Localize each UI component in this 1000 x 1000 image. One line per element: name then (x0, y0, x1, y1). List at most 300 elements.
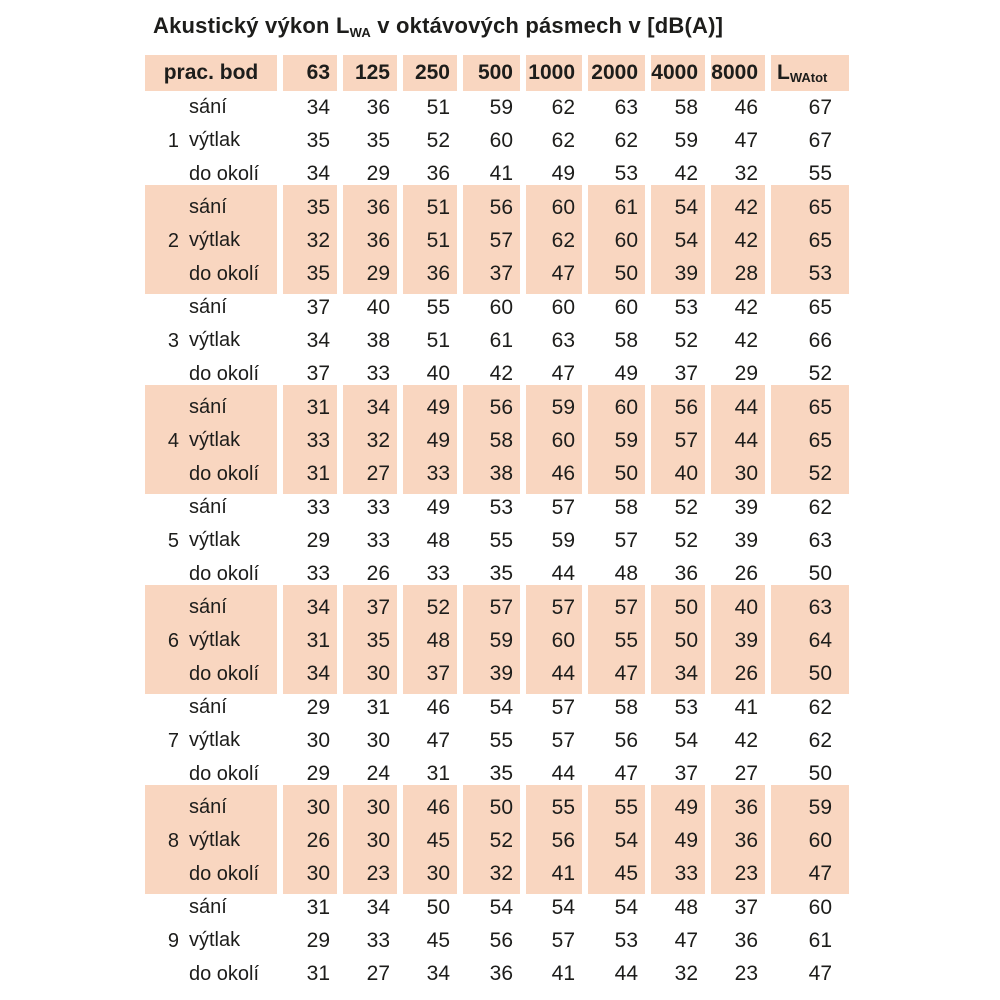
value: 67 (808, 128, 832, 152)
value: 55 (489, 728, 513, 752)
value: 45 (426, 828, 450, 852)
value: 50 (808, 762, 832, 786)
table-group-9 (145, 891, 1000, 991)
value: 47 (808, 962, 832, 986)
value: 47 (734, 128, 758, 152)
value-cell (526, 791, 582, 891)
group-number: 3 (167, 329, 179, 352)
value: 49 (426, 395, 450, 419)
row-header-cell (145, 291, 277, 391)
value-cell (463, 791, 520, 891)
value: 56 (489, 928, 513, 952)
row-label-sani: sání (189, 596, 227, 619)
value: 42 (734, 195, 758, 219)
total-value-cell (771, 591, 849, 691)
value: 59 (489, 95, 513, 119)
value: 50 (426, 895, 450, 919)
value-cell (588, 291, 645, 391)
group-number: 8 (167, 829, 179, 852)
value-cell (283, 691, 337, 791)
value: 53 (614, 928, 638, 952)
value: 51 (426, 195, 450, 219)
value: 24 (366, 762, 390, 786)
value: 26 (366, 562, 390, 586)
value: 39 (489, 662, 513, 686)
value: 54 (489, 895, 513, 919)
value-cell (651, 791, 705, 891)
value: 28 (734, 262, 758, 286)
value: 29 (306, 695, 330, 719)
value-cell (463, 91, 520, 191)
value: 29 (306, 528, 330, 552)
value-cell (651, 891, 705, 991)
value: 54 (489, 695, 513, 719)
value: 29 (366, 162, 390, 186)
value: 57 (674, 428, 698, 452)
value: 52 (674, 528, 698, 552)
value: 33 (366, 495, 390, 519)
value: 42 (734, 728, 758, 752)
value: 47 (614, 662, 638, 686)
value-cell (711, 691, 765, 791)
value-cell (343, 491, 397, 591)
value: 57 (551, 495, 575, 519)
value: 30 (366, 795, 390, 819)
value: 37 (674, 362, 698, 386)
value: 63 (614, 95, 638, 119)
value-cell (403, 591, 457, 691)
value-cell (283, 491, 337, 591)
value: 36 (426, 262, 450, 286)
row-label-sani: sání (189, 96, 227, 119)
value-cell (588, 491, 645, 591)
value: 50 (808, 562, 832, 586)
column-header-1000: 1000 (526, 55, 582, 91)
value: 62 (551, 128, 575, 152)
row-label-vytlak: výtlak (189, 229, 241, 252)
value: 60 (489, 128, 513, 152)
value: 37 (306, 362, 330, 386)
value-cell (651, 291, 705, 391)
group-number: 6 (167, 629, 179, 652)
value-cell (283, 291, 337, 391)
value: 36 (734, 795, 758, 819)
value-cell (651, 91, 705, 191)
value: 30 (366, 828, 390, 852)
value: 62 (808, 695, 832, 719)
value-cell (588, 391, 645, 491)
value: 62 (808, 728, 832, 752)
value-cell (651, 391, 705, 491)
value: 65 (808, 195, 832, 219)
value: 57 (551, 595, 575, 619)
value-cell (526, 291, 582, 391)
value: 52 (426, 128, 450, 152)
value: 67 (808, 95, 832, 119)
value: 59 (808, 795, 832, 819)
value: 60 (551, 195, 575, 219)
page-title (153, 14, 1000, 41)
lwatot-subscript: WAtot (789, 69, 828, 85)
value: 57 (551, 728, 575, 752)
row-label-do-okoli: do okolí (189, 262, 260, 285)
value: 48 (426, 628, 450, 652)
value: 26 (306, 828, 330, 852)
value-cell (463, 891, 520, 991)
value: 52 (489, 828, 513, 852)
value: 47 (551, 362, 575, 386)
table-group-3 (145, 291, 1000, 391)
value: 45 (614, 862, 638, 886)
value: 52 (808, 462, 832, 486)
value: 23 (734, 862, 758, 886)
value: 49 (674, 795, 698, 819)
value: 54 (614, 828, 638, 852)
value: 59 (614, 428, 638, 452)
value: 56 (614, 728, 638, 752)
value: 49 (426, 428, 450, 452)
value: 36 (426, 162, 450, 186)
table-body (145, 91, 1000, 991)
value: 62 (808, 495, 832, 519)
value: 23 (366, 862, 390, 886)
row-label-sani: sání (189, 296, 227, 319)
row-label-vytlak: výtlak (189, 929, 241, 952)
value: 38 (489, 462, 513, 486)
value: 37 (306, 295, 330, 319)
value-cell (711, 591, 765, 691)
row-label-do-okoli: do okolí (189, 662, 260, 685)
value: 29 (366, 262, 390, 286)
value: 56 (489, 395, 513, 419)
value: 59 (551, 528, 575, 552)
row-label-do-okoli: do okolí (189, 462, 260, 485)
value: 40 (426, 362, 450, 386)
value: 35 (306, 195, 330, 219)
value: 27 (734, 762, 758, 786)
value: 27 (366, 962, 390, 986)
value: 55 (551, 795, 575, 819)
value: 46 (426, 695, 450, 719)
value: 50 (674, 628, 698, 652)
value: 61 (489, 328, 513, 352)
value: 54 (551, 895, 575, 919)
value: 52 (426, 595, 450, 619)
value: 27 (366, 462, 390, 486)
row-label-do-okoli: do okolí (189, 962, 260, 985)
column-header-2000: 2000 (588, 55, 645, 91)
value: 46 (426, 795, 450, 819)
value: 62 (614, 128, 638, 152)
value-cell (283, 891, 337, 991)
value: 44 (734, 428, 758, 452)
row-label-sani: sání (189, 396, 227, 419)
row-label-sani: sání (189, 496, 227, 519)
value-cell (283, 91, 337, 191)
value: 34 (426, 962, 450, 986)
value: 60 (551, 628, 575, 652)
row-label-vytlak: výtlak (189, 329, 241, 352)
value: 32 (734, 162, 758, 186)
row-header-cell (145, 391, 277, 491)
value: 39 (734, 528, 758, 552)
value: 32 (674, 962, 698, 986)
value: 63 (551, 328, 575, 352)
value: 33 (366, 928, 390, 952)
table-group-5 (145, 491, 1000, 591)
table-group-7 (145, 691, 1000, 791)
value-cell (711, 491, 765, 591)
value-cell (283, 591, 337, 691)
value: 30 (306, 795, 330, 819)
value: 40 (366, 295, 390, 319)
value-cell (343, 591, 397, 691)
value: 33 (426, 462, 450, 486)
value: 39 (734, 628, 758, 652)
value-cell (463, 191, 520, 291)
row-label-sani: sání (189, 796, 227, 819)
value: 52 (674, 495, 698, 519)
group-number: 9 (167, 929, 179, 952)
value: 31 (366, 695, 390, 719)
value: 35 (306, 262, 330, 286)
table-group-2 (145, 191, 1000, 291)
value: 41 (734, 695, 758, 719)
value: 30 (734, 462, 758, 486)
value: 54 (674, 228, 698, 252)
value: 33 (366, 528, 390, 552)
value: 33 (426, 562, 450, 586)
value: 62 (551, 228, 575, 252)
value: 61 (808, 928, 832, 952)
group-number: 4 (167, 429, 179, 452)
value: 47 (551, 262, 575, 286)
value: 36 (734, 928, 758, 952)
value: 37 (489, 262, 513, 286)
value: 60 (614, 228, 638, 252)
value: 34 (366, 895, 390, 919)
value-cell (403, 391, 457, 491)
row-label-vytlak: výtlak (189, 429, 241, 452)
value: 30 (366, 662, 390, 686)
value: 35 (306, 128, 330, 152)
value: 34 (674, 662, 698, 686)
value: 48 (426, 528, 450, 552)
value: 58 (614, 328, 638, 352)
value: 35 (366, 128, 390, 152)
value-cell (403, 291, 457, 391)
value-cell (283, 391, 337, 491)
row-label-sani: sání (189, 696, 227, 719)
value: 65 (808, 428, 832, 452)
value-cell (711, 791, 765, 891)
value: 50 (614, 262, 638, 286)
value-cell (526, 191, 582, 291)
value-cell (651, 191, 705, 291)
total-value-cell (771, 691, 849, 791)
row-header-cell (145, 891, 277, 991)
value: 42 (489, 362, 513, 386)
group-number: 2 (167, 229, 179, 252)
title-subscript: WA (349, 25, 371, 40)
value: 60 (808, 895, 832, 919)
value-cell (463, 291, 520, 391)
value: 34 (306, 328, 330, 352)
value: 57 (614, 595, 638, 619)
value: 59 (674, 128, 698, 152)
value: 35 (366, 628, 390, 652)
value: 45 (426, 928, 450, 952)
value: 37 (674, 762, 698, 786)
value: 23 (734, 962, 758, 986)
value: 32 (366, 428, 390, 452)
row-header-cell (145, 191, 277, 291)
value: 53 (808, 262, 832, 286)
value: 58 (614, 695, 638, 719)
row-label-vytlak: výtlak (189, 829, 241, 852)
value: 55 (808, 162, 832, 186)
table-group-6 (145, 591, 1000, 691)
value: 32 (306, 228, 330, 252)
value: 36 (366, 195, 390, 219)
value-cell (403, 191, 457, 291)
value-cell (343, 191, 397, 291)
value: 55 (614, 795, 638, 819)
value: 60 (808, 828, 832, 852)
value: 55 (614, 628, 638, 652)
value: 61 (614, 195, 638, 219)
value: 58 (489, 428, 513, 452)
value: 36 (674, 562, 698, 586)
value: 49 (551, 162, 575, 186)
column-header-125: 125 (343, 55, 397, 91)
value: 47 (614, 762, 638, 786)
value: 47 (426, 728, 450, 752)
value-cell (343, 91, 397, 191)
value-cell (588, 91, 645, 191)
value: 36 (734, 828, 758, 852)
value-cell (343, 791, 397, 891)
row-label-do-okoli: do okolí (189, 162, 260, 185)
value: 29 (306, 762, 330, 786)
group-number: 1 (167, 129, 179, 152)
value: 59 (551, 395, 575, 419)
value: 50 (489, 795, 513, 819)
value: 59 (489, 628, 513, 652)
value: 44 (551, 662, 575, 686)
value: 44 (551, 762, 575, 786)
value-cell (463, 591, 520, 691)
value-cell (651, 491, 705, 591)
value: 48 (674, 895, 698, 919)
value: 57 (614, 528, 638, 552)
value-cell (343, 391, 397, 491)
row-label-do-okoli: do okolí (189, 762, 260, 785)
value-cell (711, 291, 765, 391)
value: 46 (734, 95, 758, 119)
value: 33 (306, 562, 330, 586)
value: 50 (674, 595, 698, 619)
value: 60 (614, 395, 638, 419)
table-group-8 (145, 791, 1000, 891)
row-label-vytlak: výtlak (189, 729, 241, 752)
row-header-cell (145, 491, 277, 591)
value: 46 (551, 462, 575, 486)
value-cell (463, 391, 520, 491)
value: 42 (734, 295, 758, 319)
value: 41 (551, 962, 575, 986)
value: 38 (366, 328, 390, 352)
value: 37 (426, 662, 450, 686)
column-header-4000: 4000 (651, 55, 705, 91)
value: 35 (489, 762, 513, 786)
value-cell (283, 191, 337, 291)
value: 65 (808, 395, 832, 419)
value-cell (403, 91, 457, 191)
value: 31 (426, 762, 450, 786)
value: 54 (674, 195, 698, 219)
lwatot-prefix: L (777, 61, 790, 84)
title-text: Akustický výkon L (153, 13, 350, 38)
row-header-cell (145, 691, 277, 791)
value: 51 (426, 328, 450, 352)
value-cell (526, 691, 582, 791)
value: 49 (674, 828, 698, 852)
value: 26 (734, 562, 758, 586)
value: 64 (808, 628, 832, 652)
value: 57 (551, 928, 575, 952)
value: 60 (551, 428, 575, 452)
value: 34 (306, 95, 330, 119)
column-header-lwatot (771, 55, 849, 91)
value-cell (588, 791, 645, 891)
value-cell (526, 391, 582, 491)
value: 49 (426, 495, 450, 519)
value: 58 (674, 95, 698, 119)
value: 54 (674, 728, 698, 752)
value: 53 (489, 495, 513, 519)
value: 65 (808, 228, 832, 252)
value: 63 (808, 528, 832, 552)
value: 31 (306, 395, 330, 419)
value-cell (463, 491, 520, 591)
value-cell (343, 691, 397, 791)
value: 51 (426, 95, 450, 119)
table-header-row (145, 55, 1000, 91)
title-suffix: v oktávových pásmech v [dB(A)] (370, 13, 724, 38)
value: 47 (808, 862, 832, 886)
value: 30 (306, 862, 330, 886)
row-label-sani: sání (189, 896, 227, 919)
value: 44 (551, 562, 575, 586)
value: 41 (489, 162, 513, 186)
value-cell (403, 691, 457, 791)
value: 33 (306, 428, 330, 452)
value: 62 (551, 95, 575, 119)
value: 47 (674, 928, 698, 952)
value: 33 (366, 362, 390, 386)
total-value-cell (771, 291, 849, 391)
value: 30 (366, 728, 390, 752)
value: 57 (489, 595, 513, 619)
value-cell (403, 891, 457, 991)
value-cell (526, 591, 582, 691)
value: 35 (489, 562, 513, 586)
value-cell (711, 391, 765, 491)
column-header-63: 63 (283, 55, 337, 91)
value: 50 (614, 462, 638, 486)
value: 41 (551, 862, 575, 886)
